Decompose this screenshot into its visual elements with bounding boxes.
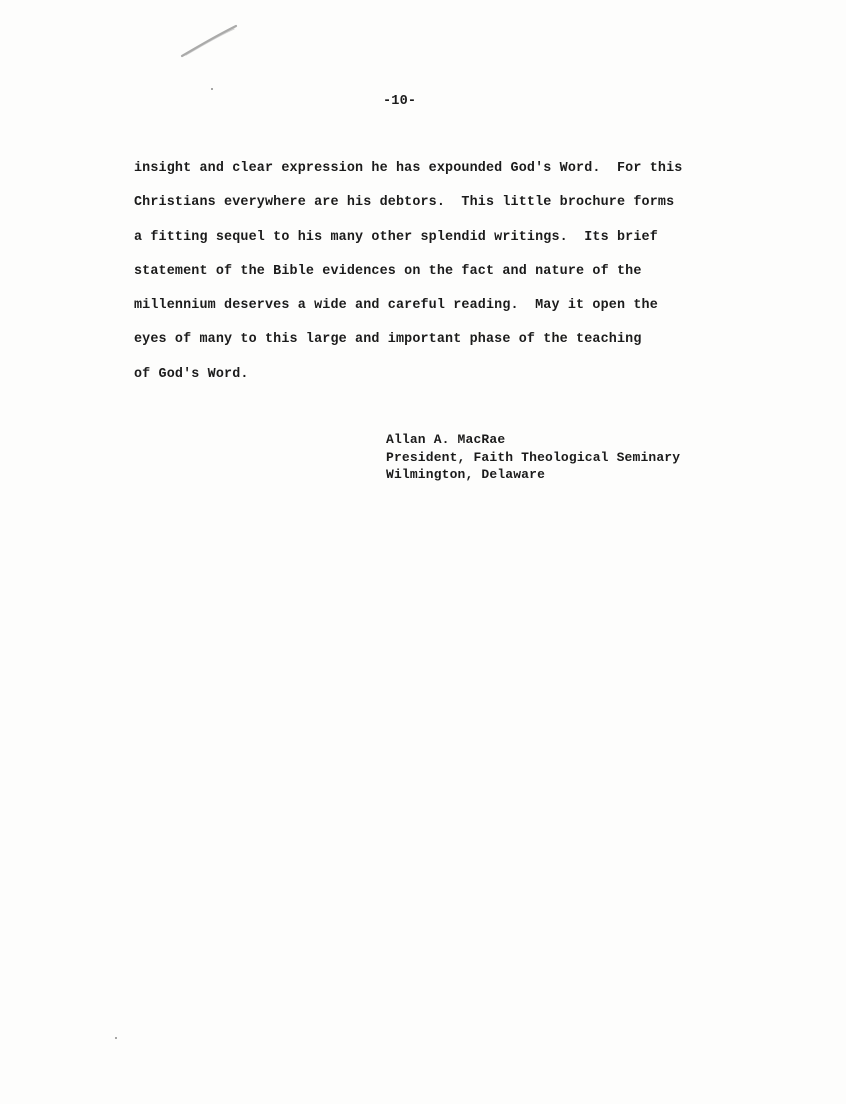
paper-speck	[211, 88, 213, 90]
body-line: of God's Word.	[134, 367, 249, 382]
signature-location: Wilmington, Delaware	[386, 467, 546, 482]
body-line: millennium deserves a wide and careful reading. May it open the	[134, 298, 658, 313]
body-line: statement of the Bible evidences on the fact and nature of the	[134, 264, 642, 279]
page-number: -10-	[383, 94, 417, 109]
signature-name: Allan A. MacRae	[386, 432, 506, 447]
pen-scuff-mark	[178, 22, 242, 62]
body-line: insight and clear expression he has expounded God's Word. For this	[134, 161, 683, 176]
body-line: Christians everywhere are his debtors. This little brochure forms	[134, 195, 675, 210]
paper-speck	[115, 1037, 117, 1039]
body-line: eyes of many to this large and important phase of the teaching	[134, 332, 642, 347]
body-line: a fitting sequel to his many other splendid writings. Its brief	[134, 230, 658, 245]
signature-title: President, Faith Theological Seminary	[386, 450, 681, 465]
